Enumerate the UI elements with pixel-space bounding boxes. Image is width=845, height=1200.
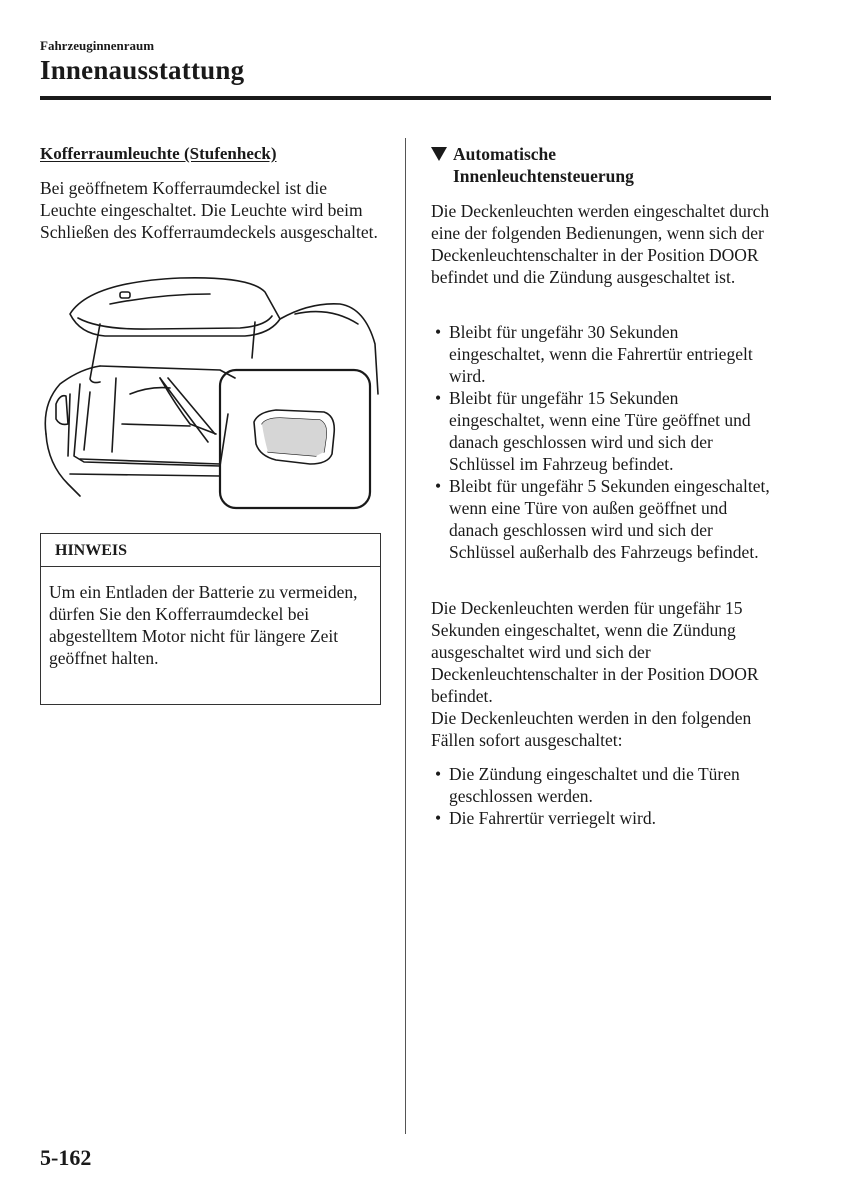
trunk-light-illustration [40,274,385,514]
bullet-list-off-conditions [431,763,776,829]
ignition-off-paragraph: Die Deckenleuchten werden für ungefähr 15 Sekunden eingeschaltet, wenn die Zündung ausgeschaltet wird und sich der Deckenleuchtenschalter in der Position DOOR befindet. [431,598,759,706]
page-number: 5-162 [40,1145,92,1170]
note-box [40,533,381,705]
list-item: • Bleibt für ungefähr 15 Sekunden eingeschaltet, wenn eine Türe geöffnet und danach geschlossen wird und sich der Schlüssel im Fahrzeug befindet. [435,388,751,474]
auto-light-heading-line1: Automatische [453,144,557,164]
list-item: • Bleibt für ungefähr 30 Sekunden eingeschaltet, wenn die Fahrertür entriegelt wird. [435,322,753,386]
bullet-icon: • [435,476,442,496]
bullet-list-on-conditions [431,321,776,563]
page-title: Innenausstattung [40,55,245,85]
section-label: Fahrzeuginnenraum [40,38,155,53]
bullet-icon: • [435,322,442,342]
list-item: • Die Fahrertür verriegelt wird. [435,808,657,828]
bullet-icon: • [435,388,442,408]
note-label: HINWEIS [55,542,128,559]
title-divider [40,96,771,100]
note-text: Um ein Entladen der Batterie zu vermeiden, dürfen Sie den Kofferraumdeckel bei abgestelltem Motor nicht für längere Zeit geöffnet halten. [49,582,358,668]
list-item: • Bleibt für ungefähr 5 Sekunden eingeschaltet, wenn eine Türe von außen geöffnet und danach geschlossen wird und sich der Schlüssel außerhalb des Fahrzeugs befindet. [435,476,770,562]
column-divider [405,138,406,1134]
bullet-icon: • [435,764,442,784]
trunk-light-paragraph: Bei geöffnetem Kofferraumdeckel ist die Leuchte eingeschaltet. Die Leuchte wird beim Schließen des Kofferraumdeckels ausgeschaltet. [40,178,378,242]
bullet-icon: • [435,808,442,828]
off-conditions-intro: Die Deckenleuchten werden in den folgenden Fällen sofort ausgeschaltet: [431,708,752,750]
note-header [41,534,380,567]
auto-light-heading-line2: Innenleuchtensteuerung [453,166,634,186]
auto-light-paragraph-2 [431,597,776,751]
trunk-light-heading: Kofferraumleuchte (Stufenheck) [40,144,277,163]
list-item: • Die Zündung eingeschaltet und die Türen geschlossen werden. [435,764,740,806]
section-marker-icon [431,147,447,161]
auto-light-intro: Die Deckenleuchten werden eingeschaltet durch eine der folgenden Bedienungen, wenn sich der Deckenleuchtenschalter in der Position DOOR befindet und die Zündung ausgeschaltet ist. [431,201,770,287]
